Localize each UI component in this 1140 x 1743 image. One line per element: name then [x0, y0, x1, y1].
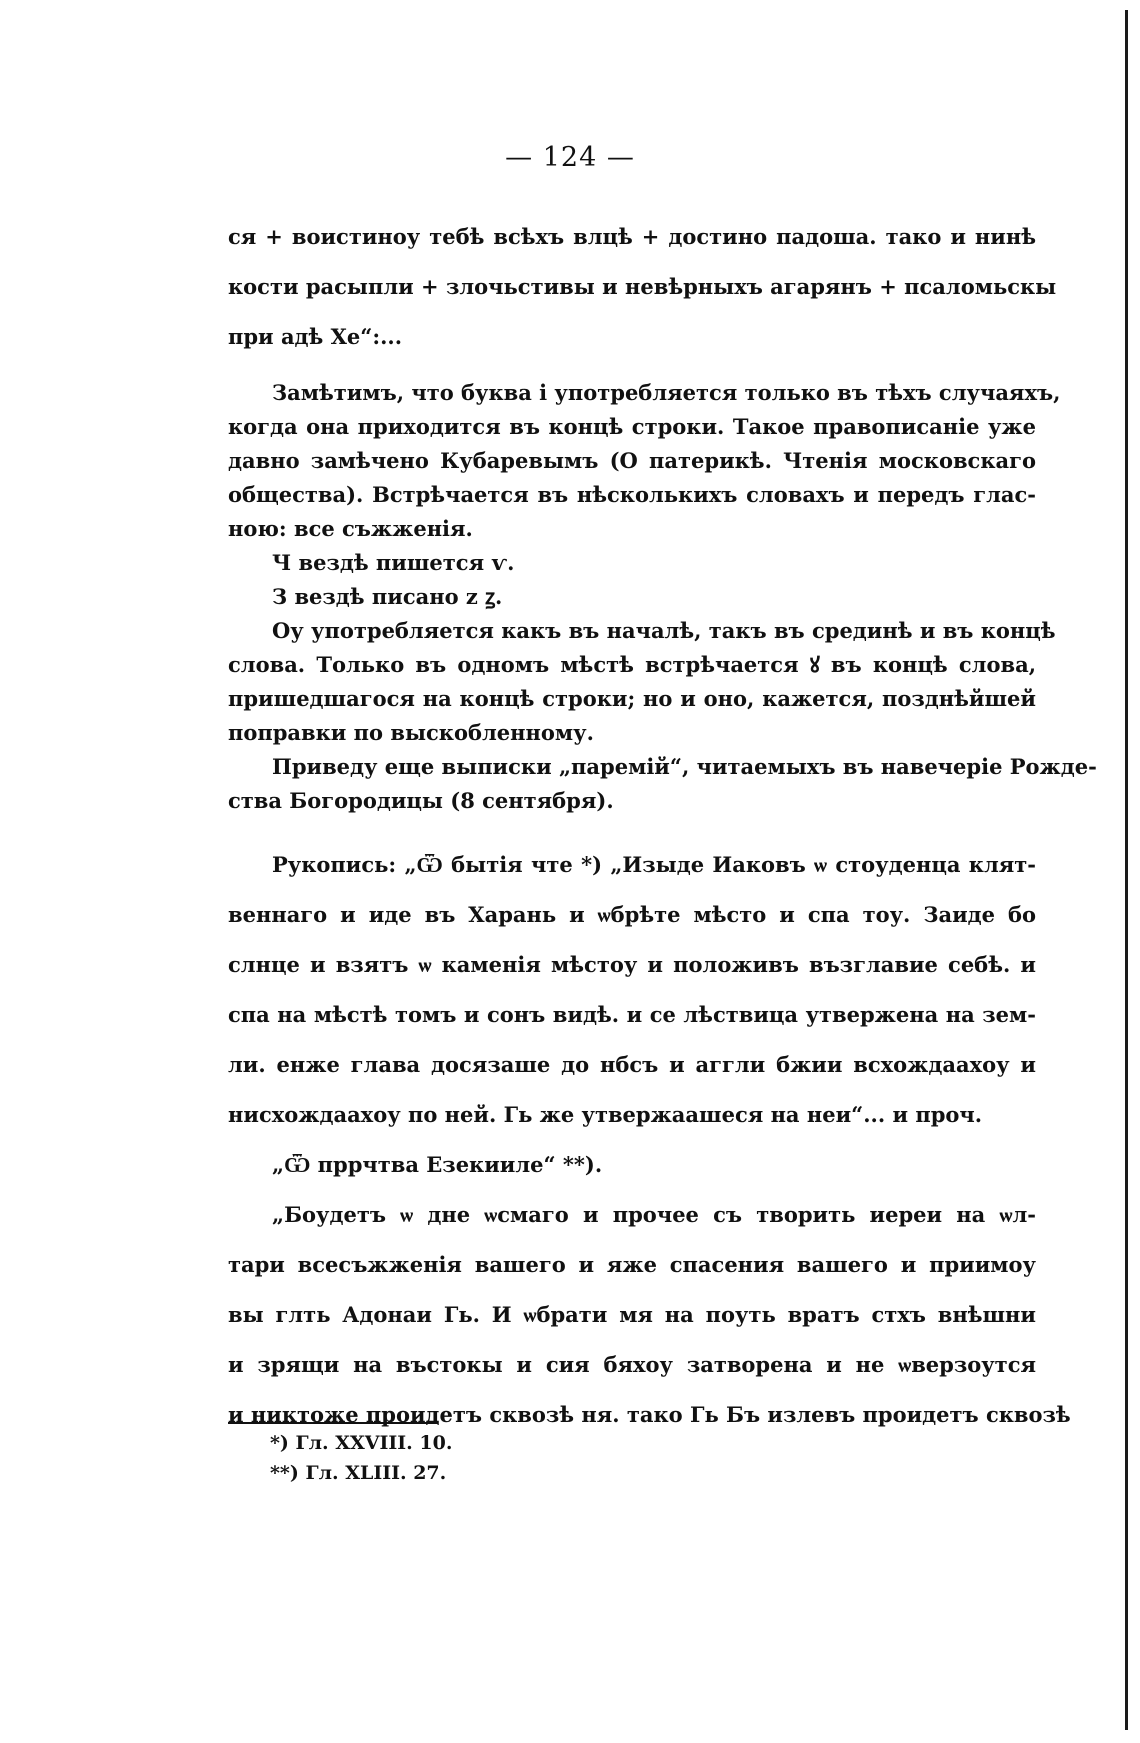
- quote-line: Рукопись: „Ѿ бытія чте *) „Изыде Иаковъ ѡ стоуденца клят-: [272, 852, 1036, 877]
- paragraph-line: общества). Встрѣчается въ нѣсколькихъ словахъ и передъ глас-: [228, 482, 1036, 507]
- quote-line: тари всесъжженія вашего и яже спасения вашего и приимоу: [228, 1252, 1036, 1277]
- quote-line: ли. енже глава досязаше до нбсъ и аггли бжии всхождаахоу и: [228, 1052, 1036, 1077]
- footnote-divider: [228, 1422, 438, 1424]
- paragraph-line: поправки по выскобленному.: [228, 720, 594, 745]
- paragraph-line: пришедшагося на концѣ строки; но и оно, кажется, позднѣйшей: [228, 686, 1036, 711]
- text-line: кости расыпли + злочьстивы и невѣрныхъ агарянъ + псаломьскы: [228, 274, 1057, 299]
- paragraph-line: ства Богородицы (8 сентября).: [228, 788, 614, 813]
- main-text: [228, 212, 1097, 1440]
- quote-line: „Боудетъ ѡ дне ѡсмаго и прочее съ творить иереи на ѡл-: [272, 1202, 1036, 1227]
- footnote: *) Гл. XXVIII. 10.: [270, 1432, 453, 1454]
- paragraph-line: Замѣтимъ, что буква і употребляется только въ тѣхъ случаяхъ,: [272, 380, 1061, 405]
- note-line-ch: Ч вездѣ пишется ѵ.: [272, 550, 515, 575]
- quote-title: „Ѿ пррчтва Езекииле“ **).: [272, 1152, 603, 1177]
- quote-line: веннаго и иде въ Харань и ѡбрѣте мѣсто и спа тоу. Заиде бо: [228, 902, 1036, 927]
- paragraph-line: Приведу еще выписки „паремій“, читаемыхъ въ навечеріе Рожде-: [272, 754, 1097, 779]
- text-line: ся + воистиноу тебѣ всѣхъ влцѣ + достино падоша. тако и нинѣ: [228, 224, 1036, 249]
- paragraph-line: Оу употребляется какъ въ началѣ, такъ въ срединѣ и въ концѣ: [272, 618, 1056, 643]
- quote-line: слнце и взятъ ѡ каменія мѣстоу и положивъ възглавие себѣ. и: [228, 952, 1036, 977]
- page-edge-border: [1125, 10, 1128, 1730]
- quote-line: вы глть Адонаи Гь. И ѡбрати мя на поуть вратъ стхъ внѣшни: [228, 1302, 1036, 1327]
- paragraph-line: когда она приходится въ концѣ строки. Такое правописаніе уже: [228, 414, 1036, 439]
- paragraph-line: ною: все съжженія.: [228, 516, 473, 541]
- paragraph-line: слова. Только въ одномъ мѣстѣ встрѣчается ꙋ въ концѣ слова,: [228, 652, 1036, 677]
- quote-line: и никтоже проидетъ сквозѣ ня. тако Гь Бъ излевъ проидетъ сквозѣ: [228, 1402, 1071, 1427]
- footnote: **) Гл. XLIII. 27.: [270, 1462, 447, 1484]
- note-line-z: З вездѣ писано z ꙁ.: [272, 584, 503, 609]
- page-number: — 124 —: [505, 142, 635, 173]
- paragraph-line: давно замѣчено Кубаревымъ (О патерикѣ. Чтенія московскаго: [228, 448, 1036, 473]
- quote-line: спа на мѣстѣ томъ и сонъ видѣ. и се лѣствица утвержена на зем-: [228, 1002, 1036, 1027]
- quote-line: и зрящи на въстокы и сия бяхоу затворена и не ѡверзоутся: [228, 1352, 1036, 1377]
- footnotes: [270, 1428, 452, 1488]
- quote-line: нисхождаахоу по ней. Гь же утвержаашеся на неи“... и проч.: [228, 1102, 983, 1127]
- text-line: при адѣ Хе“:...: [228, 324, 403, 349]
